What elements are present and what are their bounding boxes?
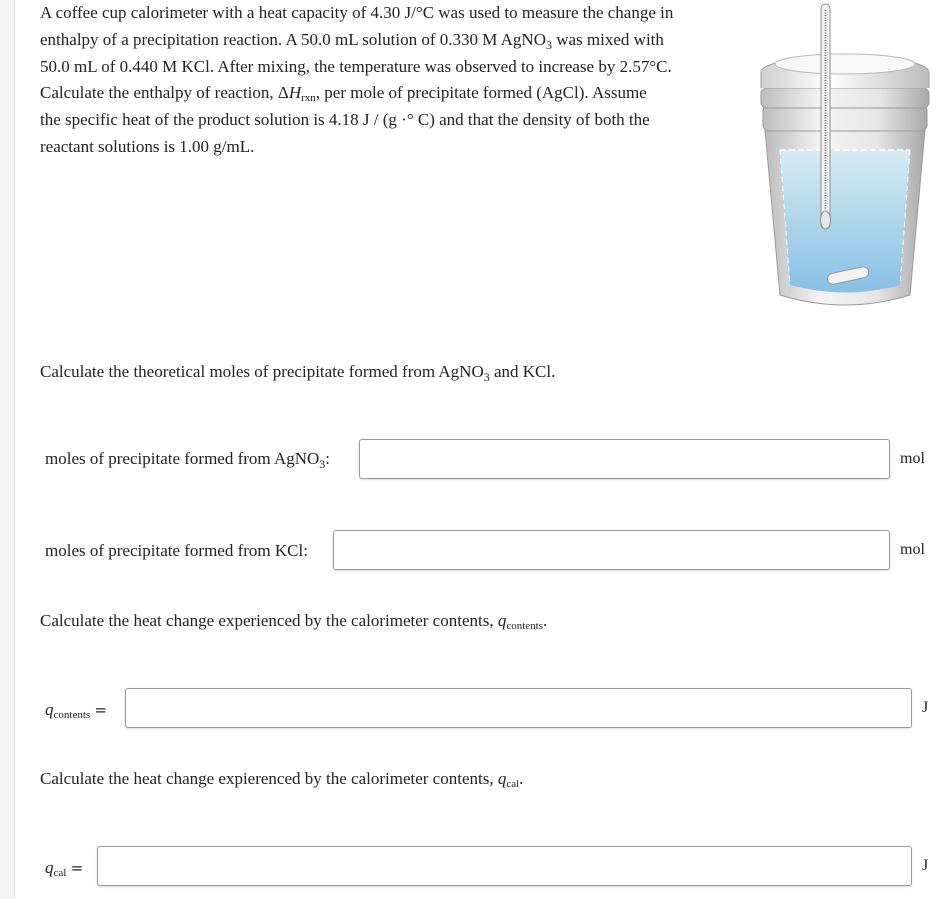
problem-line-4: Calculate the enthalpy of reaction, ΔHrxn, per mole of precipitate formed (AgCl). Assume: [40, 83, 647, 105]
agno3-moles-unit: mol: [900, 450, 925, 467]
q-contents-unit: J: [922, 699, 929, 716]
coffee-cup-calorimeter-illustration: [755, 0, 935, 315]
left-margin-strip: [0, 0, 15, 899]
problem-line-3: 50.0 mL of 0.440 M KCl. After mixing, the temperature was observed to increase by 2.57°C.: [40, 56, 672, 76]
q-cal-input[interactable]: [97, 846, 912, 886]
problem-line-5: the specific heat of the product solution is 4.18 J / (g ·° C) and that the density of both the: [40, 110, 650, 130]
q-cal-label: qcal =: [45, 858, 84, 879]
q-contents-label: qcontents =: [45, 700, 107, 721]
kcl-moles-label: moles of precipitate formed from KCl:: [45, 541, 308, 560]
problem-statement: [40, 0, 730, 161]
q-cal-unit: J: [922, 857, 929, 874]
agno3-moles-label: moles of precipitate formed from AgNO$_3$:: [45, 449, 331, 471]
problem-line-6: reactant solutions is 1.00 g/mL.: [40, 136, 255, 156]
moles-question-prompt: Calculate the theoretical moles of precipitate formed from AgNO$_3$ and KCl.: [40, 362, 556, 384]
kcl-moles-unit: mol: [900, 541, 925, 558]
q-contents-input[interactable]: [125, 688, 912, 728]
kcl-moles-input[interactable]: [333, 530, 890, 570]
problem-line-1: A coffee cup calorimeter with a heat capacity of 4.30 J/°C was used to measure the change in: [40, 3, 674, 22]
agno3-moles-input[interactable]: [359, 439, 890, 479]
problem-line-2: enthalpy of a precipitation reaction. A 50.0 mL solution of 0.330 M AgNO$_3$ was mixed with: [40, 29, 664, 52]
q-contents-question-prompt: Calculate the heat change experienced by the calorimeter contents, qcontents.: [40, 611, 548, 632]
q-cal-question-prompt: Calculate the heat change expierenced by the calorimeter contents, qcal.: [40, 769, 524, 790]
